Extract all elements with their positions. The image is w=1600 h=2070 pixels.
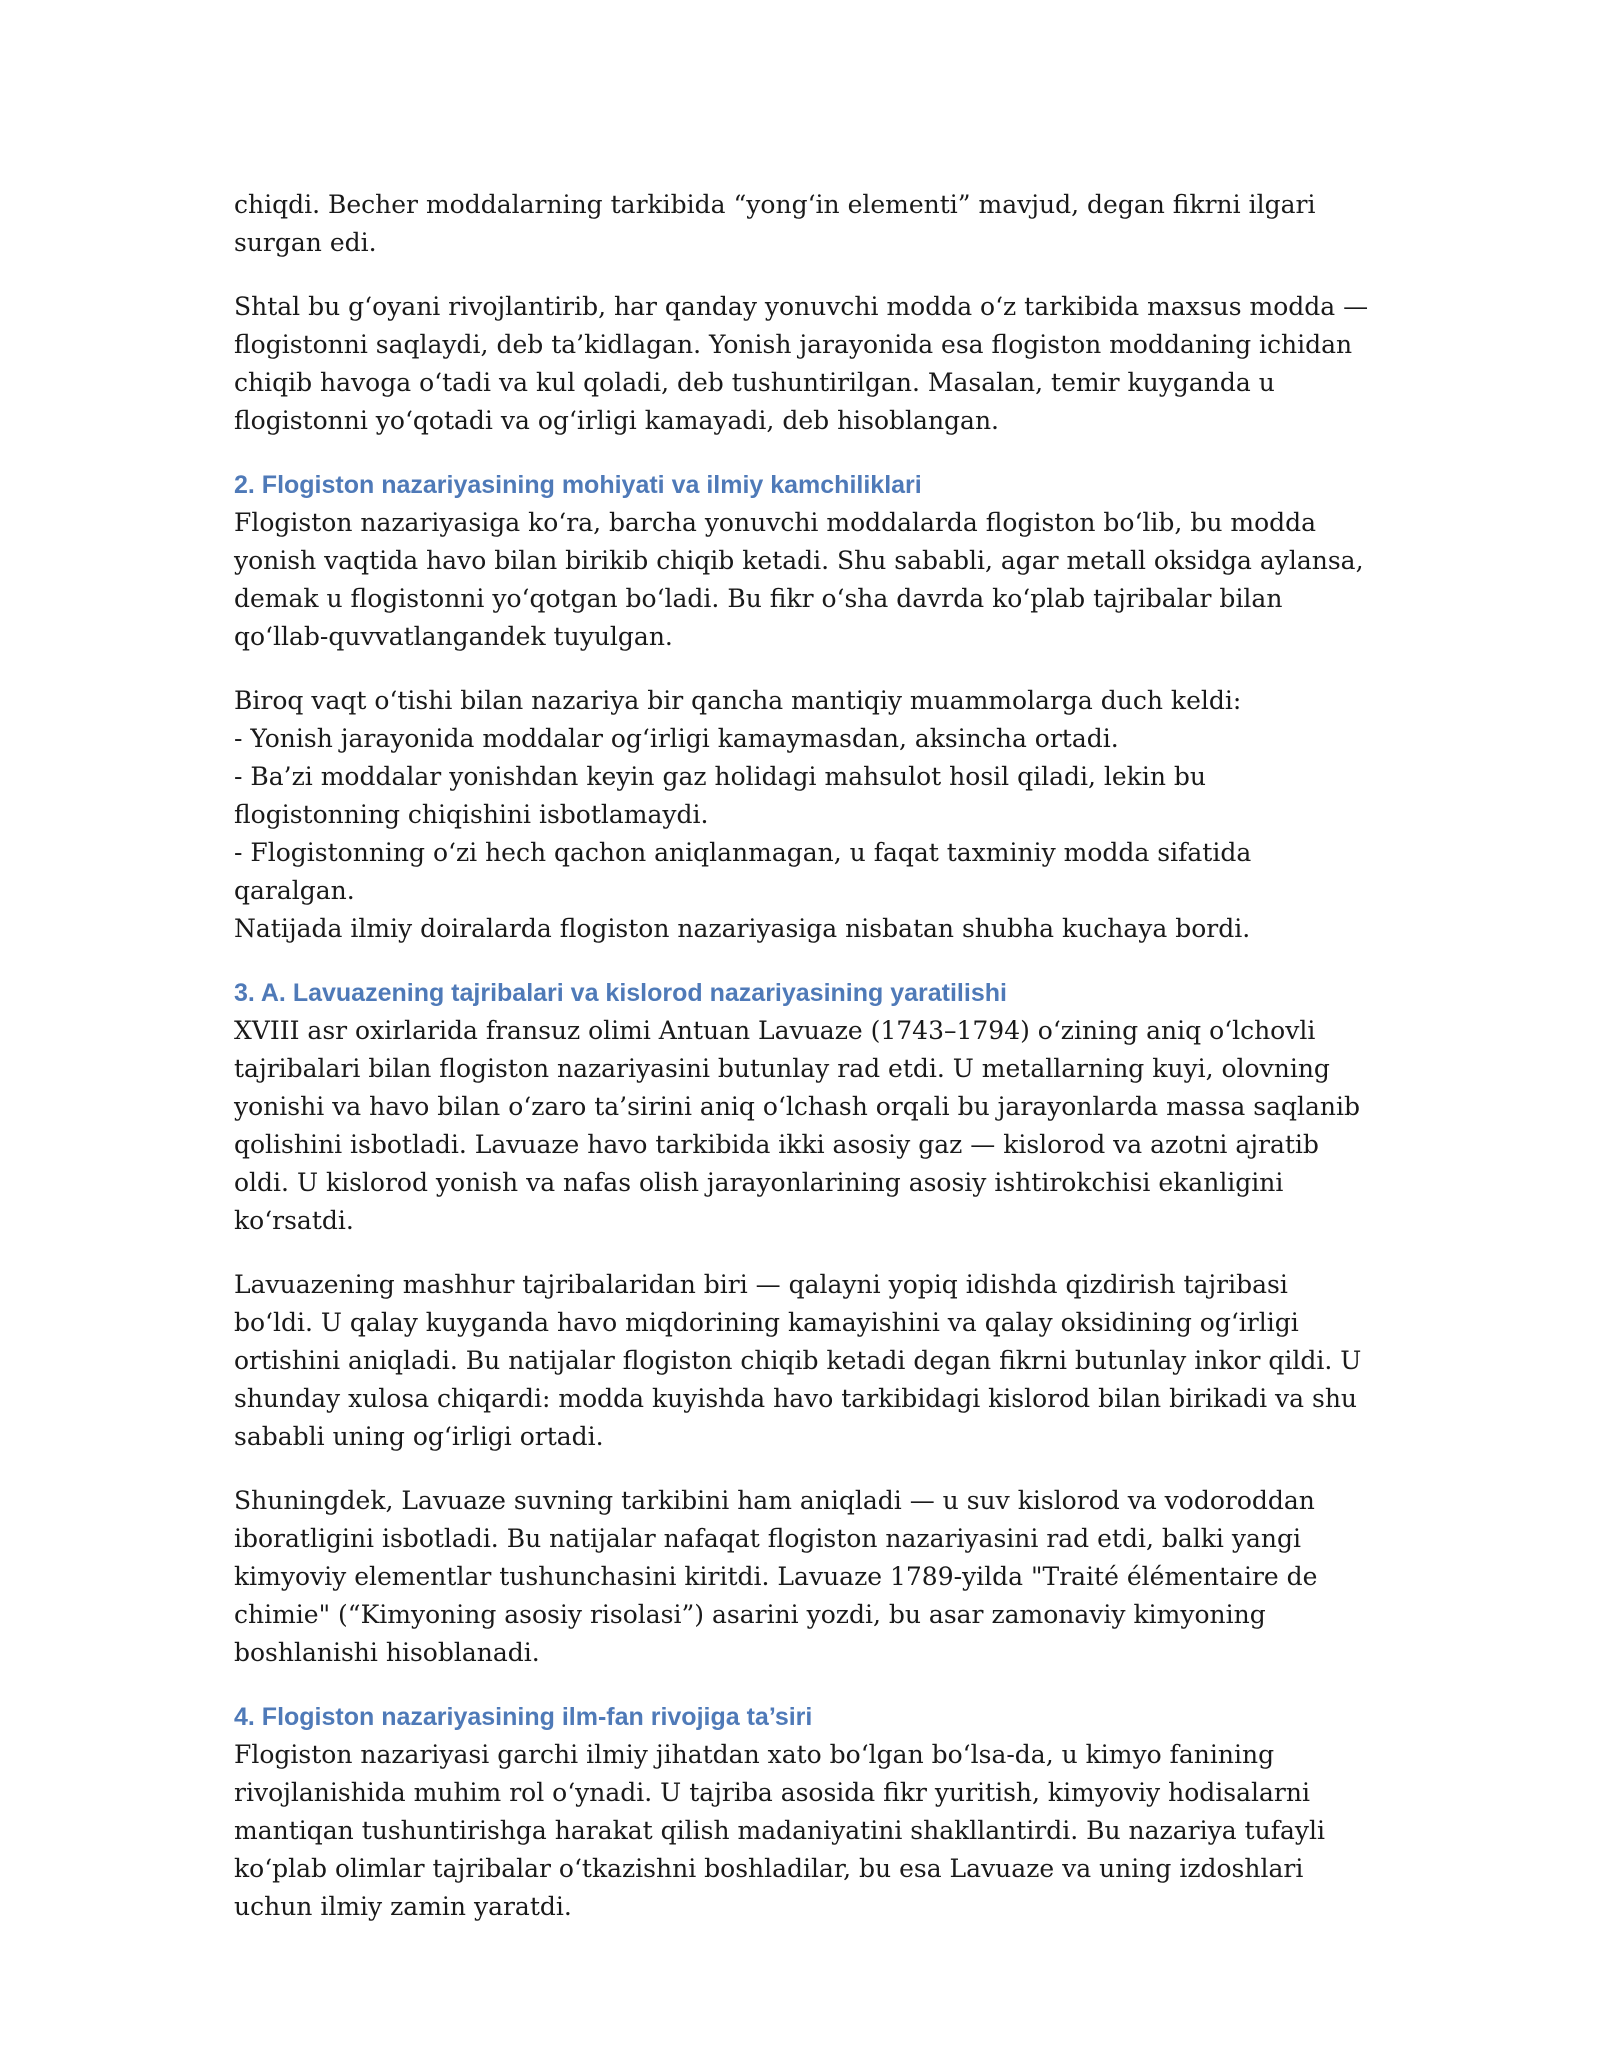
list-item: - Yonish jarayonida moddalar og‘irligi kamaymasdan, aksincha ortadi. (234, 724, 1119, 753)
list-conclusion: Natijada ilmiy doiralarda flogiston nazariyasiga nisbatan shubha kuchaya bordi. (234, 914, 1251, 943)
paragraph: Flogiston nazariyasiga ko‘ra, barcha yonuvchi moddalarda flogiston bo‘lib, bu modda yonish vaqtida havo bilan birikib chiqib ketadi. Shu sababli, agar metall oksidga aylansa, demak u flogistonni yo‘qotgan bo‘ladi. Bu fikr o‘sha davrda ko‘plab tajribalar bilan qo‘llab-quvvatlangandek tuyulgan. (234, 508, 1364, 651)
paragraph: chiqdi. Becher moddalarning tarkibida “yong‘in elementi” mavjud, degan fikrni ilgari surgan edi. (234, 190, 1316, 257)
list-intro: Biroq vaqt o‘tishi bilan nazariya bir qancha mantiqiy muammolarga duch keldi: (234, 686, 1242, 715)
list-item: - Flogistonning o‘zi hech qachon aniqlanmagan, u faqat taxminiy modda sifatida qaralgan. (234, 838, 1252, 905)
paragraph: XVIII asr oxirlarida fransuz olimi Antuan Lavuaze (1743–1794) o‘zining aniq o‘lchovli tajribalari bilan flogiston nazariyasini butunlay rad etdi. U metallarning kuyi, olovning yonishi va havo bilan o‘zaro ta’sirini aniq o‘lchash orqali bu jarayonlarda massa saqlanib qolishini isbotladi. Lavuaze havo tarkibida ikki asosiy gaz — kislorod va azotni ajratib oldi. U kislorod yonish va nafas olish jarayonlarining asosiy ishtirokchisi ekanligini ko‘rsatdi. (234, 1016, 1361, 1235)
paragraph: Flogiston nazariyasi garchi ilmiy jihatdan xato bo‘lgan bo‘lsa-da, u kimyo fanining rivojlanishida muhim rol o‘ynadi. U tajriba asosida fikr yuritish, kimyoviy hodisalarni mantiqan tushuntirishga harakat qilish madaniyatini shakllantirdi. Bu nazariya tufayli ko‘plab olimlar tajribalar o‘tkazishni boshladilar, bu esa Lavuaze va uning izdoshlari uchun ilmiy zamin yaratdi. (234, 1740, 1325, 1921)
paragraph: Shuningdek, Lavuaze suvning tarkibini ham aniqladi — u suv kislorod va vodoroddan iboratligini isbotladi. Bu natijalar nafaqat flogiston nazariyasini rad etdi, balki yangi kimyoviy elementlar tushunchasini kiritdi. Lavuaze 1789-yilda "Traité élémentaire de chimie" (“Kimyoning asosiy risolasi”) asarini yozdi, bu asar zamonaviy kimyoning boshlanishi hisoblanadi. (234, 1486, 1318, 1667)
list-item: - Ba’zi moddalar yonishdan keyin gaz holidagi mahsulot hosil qiladi, lekin bu flogistonning chiqishini isbotlamaydi. (234, 762, 1206, 829)
problems-list (234, 682, 1374, 948)
section-heading: 2. Flogiston nazariyasining mohiyati va ilmiy kamchiliklari (234, 471, 922, 499)
document-page (234, 186, 1374, 1952)
section-heading: 3. A. Lavuazening tajribalari va kislorod nazariyasining yaratilishi (234, 979, 1007, 1007)
section-heading: 4. Flogiston nazariyasining ilm-fan rivojiga ta’siri (234, 1703, 813, 1731)
paragraph: Lavuazening mashhur tajribalaridan biri — qalayni yopiq idishda qizdirish tajribasi bo‘ldi. U qalay kuyganda havo miqdorining kamayishini va qalay oksidining og‘irligi ortishini aniqladi. Bu natijalar flogiston chiqib ketadi degan fikrni butunlay inkor qildi. U shunday xulosa chiqardi: modda kuyishda havo tarkibidagi kislorod bilan birikadi va shu sababli uning og‘irligi ortadi. (234, 1270, 1362, 1451)
paragraph: Shtal bu g‘oyani rivojlantirib, har qanday yonuvchi modda o‘z tarkibida maxsus modda — flogistonni saqlaydi, deb ta’kidlagan. Yonish jarayonida esa flogiston moddaning ichidan chiqib havoga o‘tadi va kul qoladi, deb tushuntirilgan. Masalan, temir kuyganda u flogistonni yo‘qotadi va og‘irligi kamayadi, deb hisoblangan. (234, 292, 1369, 435)
